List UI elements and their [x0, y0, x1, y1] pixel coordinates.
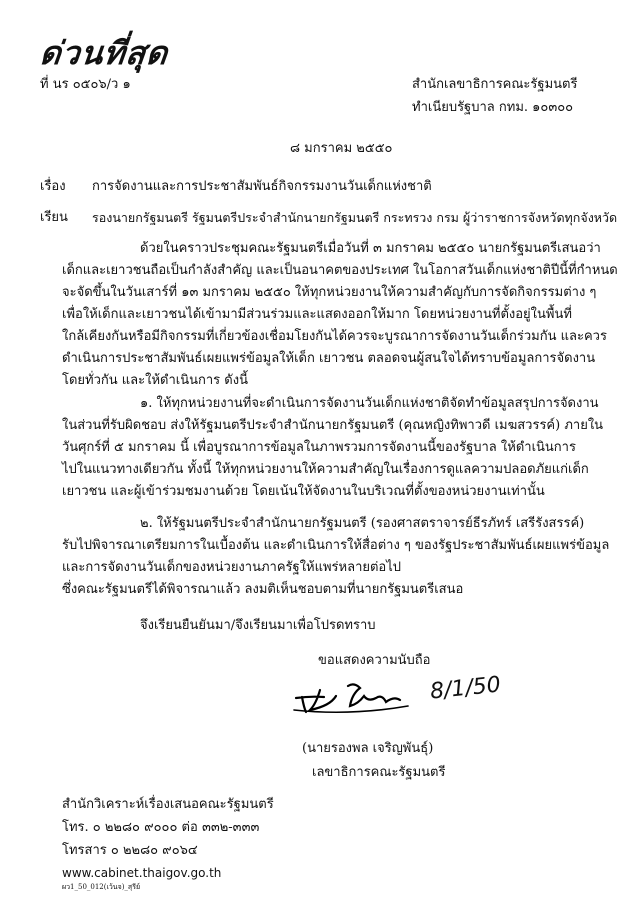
reference-number: ที่ นร ๐๕๐๖/ว ๑: [40, 77, 131, 92]
office-address: ทำเนียบรัฐบาล กทม. ๑๐๓๐๐: [412, 100, 574, 115]
body-line: ด้วยในคราวประชุมคณะรัฐมนตรีเมื่อวันที่ ๓ มกราคม ๒๕๕๐ นายกรัฐมนตรีเสนอว่า: [140, 241, 601, 256]
closing-sentence: จึงเรียนยืนยันมา/จึงเรียนมาเพื่อโปรดทราบ: [140, 618, 376, 633]
urgent-stamp: ด่วนที่สุด: [38, 34, 171, 72]
footer-department: สำนักวิเคราะห์เรื่องเสนอคณะรัฐมนตรี: [62, 797, 274, 812]
body-line: ดำเนินการประชาสัมพันธ์เผยแพร่ข้อมูลให้เด็ก เยาวชน ตลอดจนผู้สนใจได้ทราบข้อมูลการจัดงาน: [62, 351, 596, 366]
body-line: ใกล้เคียงกันหรือมีกิจกรรมที่เกี่ยวข้องเชื่อมโยงกันได้ควรจะบูรณาการจัดงานวันเด็กร่วมกัน และควร: [62, 329, 607, 344]
footer-website: www.cabinet.thaigov.go.th: [62, 866, 222, 880]
body-line: จะจัดขึ้นในวันเสาร์ที่ ๑๓ มกราคม ๒๕๕๐ ให้ทุกหน่วยงานให้ความสำคัญกับการจัดกิจกรรมต่าง ๆ: [62, 285, 597, 300]
body-line: ไปในแนวทางเดียวกัน ทั้งนี้ ให้ทุกหน่วยงานให้ความสำคัญในเรื่องการดูแลความปลอดภัยแก่เด็ก: [62, 462, 589, 477]
body-line: และการจัดงานวันเด็กของหน่วยงานภาครัฐให้แพร่หลายต่อไป: [62, 560, 402, 575]
letter-date: ๘ มกราคม ๒๕๕๐: [290, 141, 393, 156]
body-line: ซึ่งคณะรัฐมนตรีได้พิจารณาแล้ว ลงมติเห็นชอบตามที่นายกรัฐมนตรีเสนอ: [62, 582, 464, 597]
body-line: ๑. ให้ทุกหน่วยงานที่จะดำเนินการจัดงานวันเด็กแห่งชาติจัดทำข้อมูลสรุปการจัดงาน: [140, 396, 599, 411]
signer-title: เลขาธิการคณะรัฐมนตรี: [312, 765, 446, 780]
addressee-label: เรียน: [40, 210, 68, 225]
regards-text: ขอแสดงความนับถือ: [318, 653, 431, 668]
office-name: สำนักเลขาธิการคณะรัฐมนตรี: [412, 77, 578, 92]
body-line: รับไปพิจารณาเตรียมการในเบื้องต้น และดำเนินการให้สื่อต่าง ๆ ของรัฐประชาสัมพันธ์เผยแพร่ข้อมูล: [62, 538, 610, 553]
body-line: เพื่อให้เด็กและเยาวชนได้เข้ามามีส่วนร่วมและแสดงออกให้มาก โดยหน่วยงานที่ตั้งอยู่ในพื้นที่: [62, 307, 572, 322]
body-line: ในส่วนที่รับผิดชอบ ส่งให้รัฐมนตรีประจำสำนักนายกรัฐมนตรี (คุณหญิงทิพาวดี เมฆสวรรค์) ภายใน: [62, 418, 604, 433]
subject-label: เรื่อง: [40, 179, 66, 194]
handwritten-date: 8/1/50: [428, 672, 502, 705]
body-line: เด็กและเยาวชนถือเป็นกำลังสำคัญ และเป็นอนาคตของประเทศ ในโอกาสวันเด็กแห่งชาติปีนี้ที่กำหนด: [62, 263, 618, 278]
body-line: เยาวชน และผู้เข้าร่วมชมงานด้วย โดยเน้นให้จัดงานในบริเวณที่ตั้งของหน่วยงานเท่านั้น: [62, 484, 545, 499]
footer-fax: โทรสาร ๐ ๒๒๘๐ ๙๐๖๔: [62, 843, 198, 858]
footer-phone: โทร. ๐ ๒๒๘๐ ๙๐๐๐ ต่อ ๓๓๒-๓๓๓: [62, 820, 260, 835]
file-code: ผว1_50_012(เว้นจ)_สุรีย์: [62, 883, 141, 891]
subject-text: การจัดงานและการประชาสัมพันธ์กิจกรรมงานวันเด็กแห่งชาติ: [92, 179, 432, 194]
body-line: วันศุกร์ที่ ๕ มกราคม นี้ เพื่อบูรณาการข้อมูลในภาพรวมการจัดงานนี้ของรัฐบาล ให้ดำเนินการ: [62, 440, 576, 455]
signer-name: (นายรองพล เจริญพันธุ์): [302, 741, 434, 756]
body-line: โดยทั่วกัน และให้ดำเนินการ ดังนี้: [62, 373, 248, 388]
handwritten-signature: [290, 676, 420, 716]
body-line: ๒. ให้รัฐมนตรีประจำสำนักนายกรัฐมนตรี (รองศาสตราจารย์ธีรภัทร์ เสรีรังสรรค์): [140, 516, 585, 531]
addressee-text: รองนายกรัฐมนตรี รัฐมนตรีประจำสำนักนายกรัฐมนตรี กระทรวง กรม ผู้ว่าราชการจังหวัดทุกจังหวัด: [92, 210, 618, 225]
